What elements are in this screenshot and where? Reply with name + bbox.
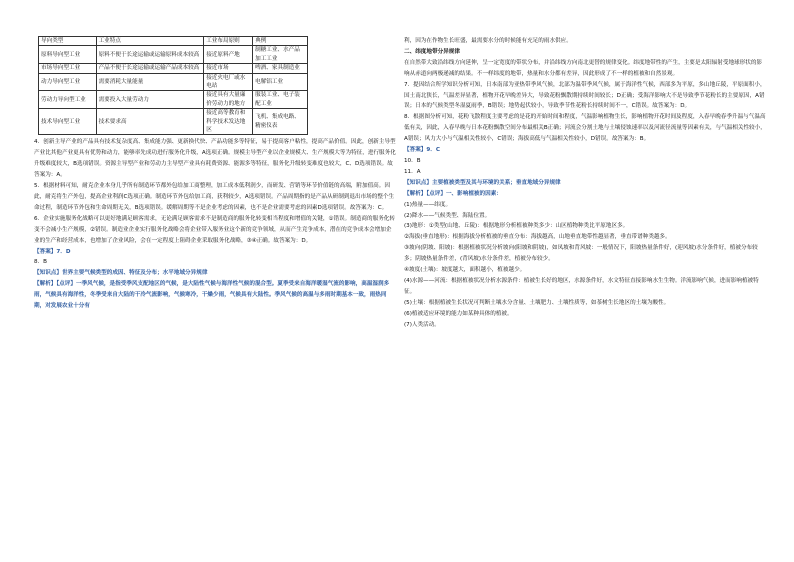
paragraph: 5．根据材料可知，耐克企业本身几乎所有制造环节都外包给加工商整理，加工成本低利润少，而研发、营销等环节价值链的高端，附加值高。因此，耐克将生产外包，提高企业利润C选项正确。制造环节外包给加工商，获利较少，A选项错误。产品周期指的是产品从研制到退出市场的整个生命过程，制造环节外包和生命周期无关，B选项错误。缓解周期等不是企业考虑的因素，也不是企业需要考虑的因素D选项错误。故答案为：C。 [34, 183, 395, 211]
right-paragraphs [404, 36, 766, 330]
paragraph: 【知识点】世界主要气候类型的成因、特征及分布；水平地域分异规律 [34, 270, 208, 277]
table-cell: 需要消耗大量能量 [96, 73, 204, 91]
paragraph: (4)水源——河流：根据植被状况分析水源条件：植被生长好的地区，水源条件好，水文特征直接影响水生生物。洋流影响气候，进而影响植被特征。 [404, 277, 759, 295]
paragraph: ③坡向(阴坡、阳坡)：根据植被状况分析坡向(阳坡和阴坡)，如凤坡和背风坡：一般情况下，阳坡热量条件好，(迎风坡)水分条件好，植被分布较多；阴坡热量条件差，(背风坡)水分条件差，植被分布较少。 [404, 245, 758, 263]
paragraph: 7．提因结合所学知识分析可知，日本南部为亚热带季风气候，北部为温带季风气候，属于海洋性气候，西部多为平原，多山地丘陵，平原面积小，国土南北狭长，气温差异显著，植物开花早晚差异大，导致花粉飘散期持续时间较长；D正确；受海洋影响大不是导致季节花粉长的主要原因，A错误；日本的气候类型冬湿夏雨季，B错误；地势起伏较小，导致季节性花粉长持续时间不一，C错误。故答案为：D。 [404, 81, 766, 110]
paragraph: 【知识点】主要植被类型及其与环境的关系；垂直地域分异规律 [404, 179, 561, 186]
table-cell: 制糖工业、水产品加工工业 [253, 46, 308, 64]
paragraph: (5)土壤：根据植被生长状况可判断土壤水分含量、土壤肥力、土壤性质等，如茶树生长地区的土壤为酸性。 [404, 299, 670, 306]
table-cell: 市场导向型工业 [39, 64, 97, 73]
table-cell: 产品不便于长途运输或运输产品成本较高 [96, 64, 204, 73]
table-row [39, 46, 308, 64]
table-cell: 飞机、集成电路、精密仪表 [253, 109, 308, 135]
table-cell: 接近具有大量廉价劳动力的地方 [204, 91, 253, 109]
left-paragraphs [34, 137, 396, 312]
table-row [39, 109, 308, 135]
paragraph: 【答案】9．C [404, 147, 440, 154]
paragraph: 【解析】【点评】一、影响植被的因素： [404, 190, 502, 197]
paragraph: 8．根据图分析可知，花粉飞散程度主要考虑的是花的开始时间和程度，气温影响植物生长，影响植物开花时间及程度，入春早晚春季升温与气温高低有关，因此，入春早晚与日本花粉飘散空间分布最相关B正确；河流会分割土地与土壤侵蚀速率以及河流径流量等因素有关，与气温相关性较小，A错误；风力大小与气温相关性较小，C错误；海拔高低与气温相关性较小，D错误。故答案为：B。 [404, 114, 766, 143]
paragraph: (1)热量——纬度。 [404, 201, 452, 208]
paragraph: 10．B [404, 157, 421, 164]
paragraph: 4．创新主导产业的产品具有技术复杂度高、集成能力强、更新换代快、产品功能多等特征，易于提高客户粘性，提高产品价值。因此，创新主导型产业比其他产业更具有优势和动力，能够率先成功进行服务化升级，A选项正确。规模主导型产业以企业规模大、生产规模大等为特征，进行服务化升级难度较大，B选项错误。资源主导型产业和劳动力主导型产业具有耗费资源、能源多等特征，服务化升级转变难度也较大，C、D选项错误。故答案为：A。 [34, 139, 396, 179]
table-cell: 工业布局原则 [204, 37, 253, 46]
table-cell: 啤酒、家具制造业 [253, 64, 308, 73]
table-cell: 需要投入大量劳动力 [96, 91, 204, 109]
paragraph: 【解析】【点评】一季风气候，是指受季风支配地区的气候，是大陆性气候与海洋性气候的混合型。夏季受来自海洋暖湿气流的影响，高温湿润多雨，气候具有海洋性，冬季受来自大陆的干冷气流影响，气候寒冷，干燥少雨，气候具有大陆性。季风气候的高温与多雨时期基本一致，雨热同期，对发展农业十分有 [34, 281, 390, 310]
paragraph: 6．企业实施服务化战略可以更好地满足顾客需求，无论满足顾客需求不是制造商的服务化转变相当程度和增值的关键，①错误。制造商的服务化转变不会减小生产规模，②错误。制造业企业实行服务化战略会将企业带入服务业这个新的竞争领域，从而产生竞争成本，潜在的竞争成本会增加企业的生产和经营成本，也增加了企业风险，会在一定程度上阻碍企业采取服务化战略，③④正确。故答案为：D。 [34, 215, 395, 244]
table-cell: 导向类型 [39, 37, 97, 46]
table-header-row [39, 37, 308, 46]
paragraph: 在自然带大致沿纬线方向延伸，呈一定宽度的带状分布，并沿纬线方向南北更替的规律变化。纬度地带性的产生，主要是太阳辐射受地球形状的影响从赤道向两极递减的结果。不一样纬度的地带，热量和水分都有差异，因此形成了不一样的植被和自然景观。 [404, 59, 763, 77]
table-cell: 典例 [253, 37, 308, 46]
paragraph: 二、纬度地带分异规律 [404, 48, 460, 55]
table-cell: 电解铝工业 [253, 73, 308, 91]
paragraph: (2)降水——气候类型、海陆位置。 [404, 212, 491, 219]
table-row [39, 91, 308, 109]
table-row [39, 64, 308, 73]
table-row [39, 73, 308, 91]
left-column [34, 36, 396, 312]
industry-location-table [38, 36, 308, 135]
table-cell: 接近市场 [204, 64, 253, 73]
right-column [404, 36, 766, 330]
table-cell: 技术导向型工业 [39, 109, 97, 135]
paragraph: (3)地形：①类型(山地、丘陵)：根据地形分析植被种类多少：山区植物种类比平原地区多。 [404, 223, 629, 230]
table-cell: 服装工业、电子装配工业 [253, 91, 308, 109]
table-cell: 接近原料产地 [204, 46, 253, 64]
paragraph: 【答案】7．D [34, 248, 71, 255]
paragraph: 11．A [404, 168, 421, 175]
paragraph: 8．B [34, 259, 47, 266]
paragraph: 利，因为在作物生长旺盛，最需要水分的时候能有充足的雨水供应。 [404, 38, 572, 44]
paragraph: (7)人类活动。 [404, 321, 440, 328]
paragraph: ④坡度(土壤)：坡度越大，面积越小，植被越少。 [404, 267, 526, 274]
table-cell: 接近火电厂或水电站 [204, 73, 253, 91]
table-cell: 接近高等教育和科学技术发达地区 [204, 109, 253, 135]
table-cell: 动力导向型工业 [39, 73, 97, 91]
table-cell: 技术要求高 [96, 109, 204, 135]
paragraph: ②海拔(垂直地形)：根据海拔分析植被的垂直分布：海拔越高，山地垂直地带性越显著，垂直带谱种类越多。 [404, 234, 671, 241]
table-cell: 工业特点 [96, 37, 204, 46]
table-cell: 原料导向型工业 [39, 46, 97, 64]
paragraph: (6)植被适应环境的能力如某种具体的植被。 [404, 310, 513, 317]
table-cell: 劳动力导向型工业 [39, 91, 97, 109]
table-cell: 原料不便于长途运输或运输原料成本较高 [96, 46, 204, 64]
